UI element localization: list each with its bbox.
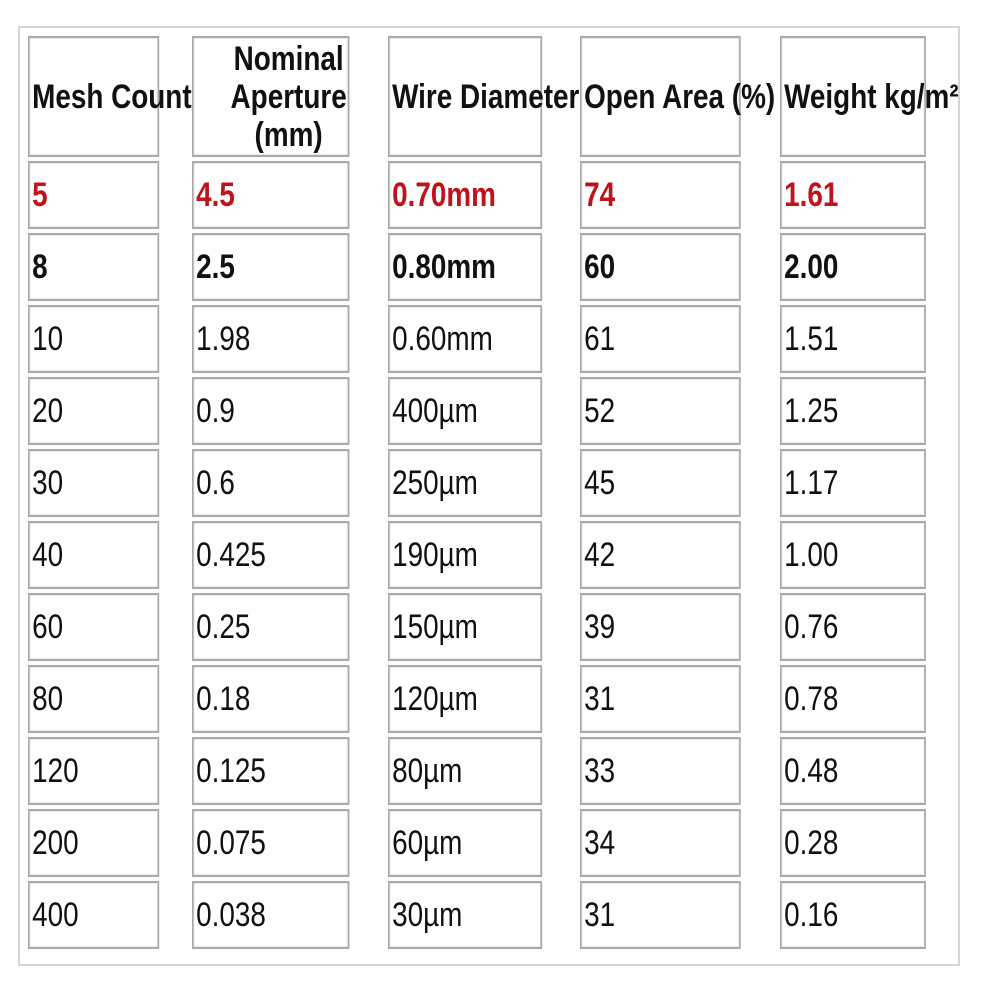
cell-mesh-count: 80 bbox=[28, 665, 159, 733]
cell-nominal-aperture: 4.5 bbox=[192, 161, 349, 229]
cell-open-area: 39 bbox=[580, 593, 741, 661]
cell-nominal-aperture: 0.6 bbox=[192, 449, 349, 517]
cell-mesh-count: 20 bbox=[28, 377, 159, 445]
mesh-spec-table-frame bbox=[18, 26, 960, 966]
cell-weight: 1.51 bbox=[780, 305, 926, 373]
cell-wire-diameter: 30µm bbox=[388, 881, 542, 949]
cell-wire-diameter: 0.70mm bbox=[388, 161, 542, 229]
cell-nominal-aperture: 1.98 bbox=[192, 305, 349, 373]
cell-wire-diameter: 60µm bbox=[388, 809, 542, 877]
cell-wire-diameter: 120µm bbox=[388, 665, 542, 733]
cell-mesh-count: 200 bbox=[28, 809, 159, 877]
cell-nominal-aperture: 0.18 bbox=[192, 665, 349, 733]
cell-open-area: 61 bbox=[580, 305, 741, 373]
cell-nominal-aperture: 0.9 bbox=[192, 377, 349, 445]
cell-open-area: 34 bbox=[580, 809, 741, 877]
table-row bbox=[28, 377, 958, 445]
cell-mesh-count: 5 bbox=[28, 161, 159, 229]
cell-nominal-aperture: 2.5 bbox=[192, 233, 349, 301]
table-header-row bbox=[28, 36, 958, 157]
table-row bbox=[28, 161, 958, 229]
cell-wire-diameter: 190µm bbox=[388, 521, 542, 589]
cell-weight: 0.16 bbox=[780, 881, 926, 949]
cell-weight: 0.28 bbox=[780, 809, 926, 877]
cell-wire-diameter: 0.80mm bbox=[388, 233, 542, 301]
header-nominal-aperture: Nominal Aperture (mm) bbox=[192, 36, 349, 157]
cell-weight: 1.17 bbox=[780, 449, 926, 517]
cell-weight: 0.78 bbox=[780, 665, 926, 733]
table-row bbox=[28, 449, 958, 517]
cell-mesh-count: 400 bbox=[28, 881, 159, 949]
cell-nominal-aperture: 0.125 bbox=[192, 737, 349, 805]
cell-open-area: 60 bbox=[580, 233, 741, 301]
header-open-area: Open Area (%) bbox=[580, 36, 741, 157]
cell-weight: 0.48 bbox=[780, 737, 926, 805]
cell-weight: 2.00 bbox=[780, 233, 926, 301]
cell-wire-diameter: 400µm bbox=[388, 377, 542, 445]
cell-open-area: 52 bbox=[580, 377, 741, 445]
table-row bbox=[28, 881, 958, 949]
cell-open-area: 31 bbox=[580, 881, 741, 949]
mesh-spec-table bbox=[24, 32, 962, 953]
table-row bbox=[28, 521, 958, 589]
table-row bbox=[28, 233, 958, 301]
cell-open-area: 31 bbox=[580, 665, 741, 733]
table-row bbox=[28, 809, 958, 877]
cell-nominal-aperture: 0.075 bbox=[192, 809, 349, 877]
table-row bbox=[28, 737, 958, 805]
cell-wire-diameter: 80µm bbox=[388, 737, 542, 805]
cell-open-area: 74 bbox=[580, 161, 741, 229]
table-row bbox=[28, 593, 958, 661]
cell-nominal-aperture: 0.038 bbox=[192, 881, 349, 949]
cell-wire-diameter: 150µm bbox=[388, 593, 542, 661]
cell-mesh-count: 8 bbox=[28, 233, 159, 301]
cell-nominal-aperture: 0.425 bbox=[192, 521, 349, 589]
cell-mesh-count: 10 bbox=[28, 305, 159, 373]
cell-weight: 1.61 bbox=[780, 161, 926, 229]
cell-weight: 1.00 bbox=[780, 521, 926, 589]
cell-nominal-aperture: 0.25 bbox=[192, 593, 349, 661]
table-row bbox=[28, 665, 958, 733]
cell-open-area: 42 bbox=[580, 521, 741, 589]
cell-weight: 0.76 bbox=[780, 593, 926, 661]
cell-weight: 1.25 bbox=[780, 377, 926, 445]
header-mesh-count: Mesh Count bbox=[28, 36, 159, 157]
table-row bbox=[28, 305, 958, 373]
cell-mesh-count: 60 bbox=[28, 593, 159, 661]
header-weight: Weight kg/m² bbox=[780, 36, 926, 157]
cell-wire-diameter: 0.60mm bbox=[388, 305, 542, 373]
cell-mesh-count: 120 bbox=[28, 737, 159, 805]
cell-open-area: 33 bbox=[580, 737, 741, 805]
cell-mesh-count: 40 bbox=[28, 521, 159, 589]
cell-wire-diameter: 250µm bbox=[388, 449, 542, 517]
cell-mesh-count: 30 bbox=[28, 449, 159, 517]
header-wire-diameter: Wire Diameter bbox=[388, 36, 542, 157]
cell-open-area: 45 bbox=[580, 449, 741, 517]
